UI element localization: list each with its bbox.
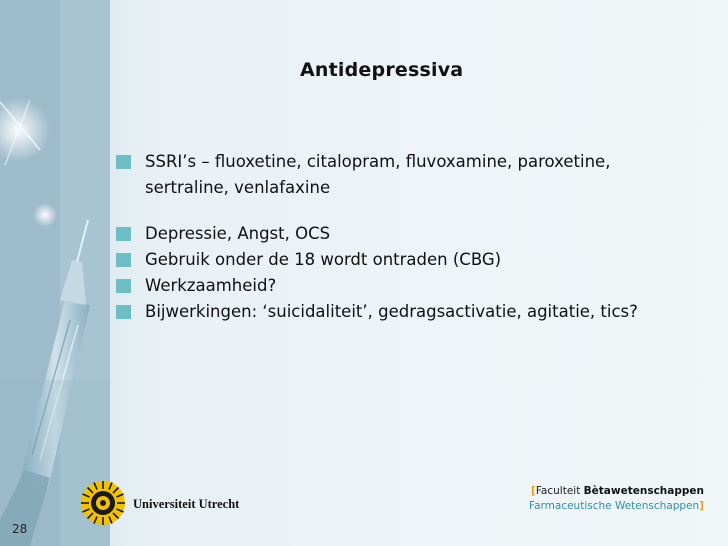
bullet-text: SSRI’s – fluoxetine, citalopram, fluvoxamine, paroxetine, <box>145 152 611 171</box>
bullet-text: Werkzaamheid? <box>145 276 277 295</box>
bullet-item-continuation <box>116 176 716 199</box>
faculty-line <box>529 484 704 499</box>
bullet-square-icon <box>116 253 131 267</box>
bullet-square-icon <box>116 305 131 319</box>
bullet-text: Depressie, Angst, OCS <box>145 224 331 243</box>
bullet-item <box>116 300 716 323</box>
bullet-item <box>116 150 716 173</box>
bullet-square-icon <box>116 279 131 293</box>
university-sun-seal-icon <box>80 480 126 526</box>
faculty-name: Bètawetenschappen <box>583 485 704 497</box>
bullet-list <box>116 150 716 326</box>
department-name: Farmaceutische Wetenschappen <box>529 500 700 512</box>
bullet-text: Bijwerkingen: ‘suicidaliteit’, gedragsactivatie, agitatie, tics? <box>145 302 638 321</box>
bullet-text: sertraline, venlafaxine <box>145 178 331 197</box>
bullet-square-icon <box>116 227 131 241</box>
bullet-item <box>116 274 716 297</box>
slide-title: Antidepressiva <box>300 59 464 81</box>
syringe-background-image <box>0 0 110 546</box>
bracket-close: ] <box>699 500 704 512</box>
university-name: Universiteit Utrecht <box>133 497 240 511</box>
bullet-item <box>116 222 716 245</box>
bullet-item <box>116 248 716 271</box>
page-number: 28 <box>12 522 28 536</box>
bullet-square-icon <box>116 155 131 169</box>
faculty-label <box>529 484 704 514</box>
bracket-open: [ <box>531 485 536 497</box>
department-line <box>529 499 704 514</box>
faculty-word: Faculteit <box>535 485 584 497</box>
bullet-text: Gebruik onder de 18 wordt ontraden (CBG) <box>145 250 502 269</box>
